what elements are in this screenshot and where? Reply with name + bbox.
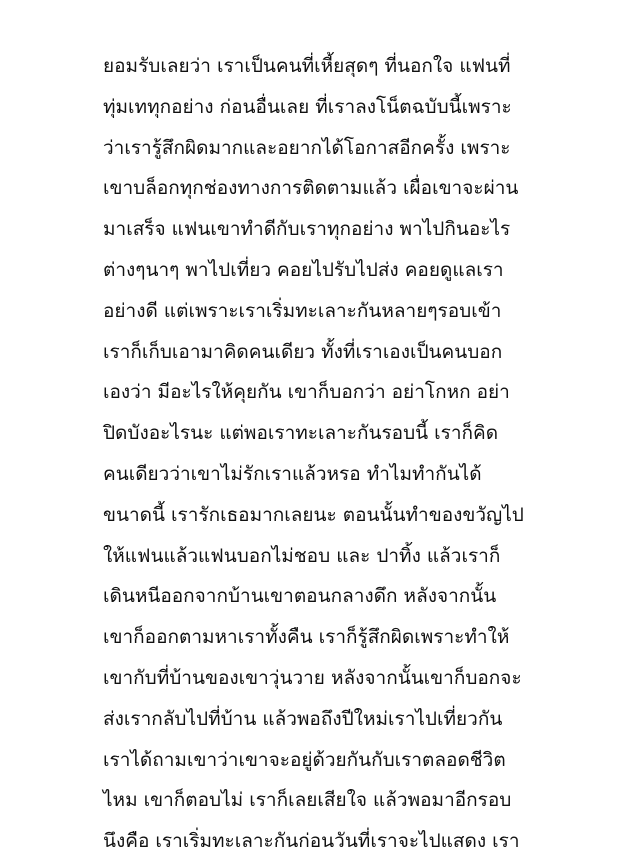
- text-line: เองว่า มีอะไรให้คุยกัน เขาก็บอกว่า อย่าโกหก อย่า: [103, 381, 510, 404]
- text-line: เขากับที่บ้านของเขาวุ่นวาย หลังจากนั้นเขาก็บอกจะ: [103, 666, 522, 689]
- text-line: ให้แฟนแล้วแฟนบอกไม่ชอบ และ ปาทิ้ง แล้วเราก็: [103, 544, 501, 567]
- text-line: เดินหนีออกจากบ้านเขาตอนกลางดึก หลังจากนั้น: [103, 585, 497, 608]
- text-line: ขนาดนี้ เรารักเธอมากเลยนะ ตอนนั้นทำของขวัญไป: [103, 503, 524, 526]
- note-text-block: [103, 46, 553, 862]
- text-line: เราได้ถามเขาว่าเขาจะอยู่ด้วยกันกับเราตลอดชีวิต: [103, 748, 506, 771]
- text-line: ปิดบังอะไรนะ แต่พอเราทะเลาะกันรอบนี้ เราก็คิด: [103, 422, 499, 445]
- text-line: ว่าเรารู้สึกผิดมากและอยากได้โอกาสอีกครั้ง เพราะ: [103, 136, 511, 159]
- text-line: เขาก็ออกตามหาเราทั้งคืน เราก็รู้สึกผิดเพราะทำให้: [103, 626, 510, 649]
- text-line: ต่างๆนาๆ พาไปเที่ยว คอยไปรับไปส่ง คอยดูแลเรา: [103, 258, 504, 281]
- text-line: เราก็เก็บเอามาคิดคนเดียว ทั้งที่เราเองเป็นคนบอก: [103, 340, 503, 363]
- text-line: ไหม เขาก็ตอบไม่ เราก็เลยเสียใจ แล้วพอมาอีกรอบ: [103, 789, 512, 812]
- text-line: คนเดียวว่าเขาไม่รักเราแล้วหรอ ทำไมทำกันได้: [103, 462, 482, 485]
- text-line: อย่างดี แต่เพราะเราเริ่มทะเลาะกันหลายๆรอบเข้า: [103, 299, 502, 322]
- text-line: ยอมรับเลยว่า เราเป็นคนที่เหี้ยสุดๆ ที่นอกใจ แฟนที่: [103, 55, 511, 77]
- text-line: เขาบล็อกทุกช่องทางการติดตามแล้ว เผื่อเขาจะผ่าน: [103, 177, 519, 200]
- text-line: ทุ่มเททุกอย่าง ก่อนอื่นเลย ที่เราลงโน็ตฉบับนี้เพราะ: [103, 95, 512, 118]
- text-line: มาเสร็จ แฟนเขาทำดีกับเราทุกอย่าง พาไปกินอะไร: [103, 218, 511, 241]
- text-line: นึงคือ เราเริ่มทะเลาะกันก่อนวันที่เราจะไปแสดง เรา: [103, 830, 520, 853]
- text-line: ส่งเรากลับไปที่บ้าน แล้วพอถึงปีใหม่เราไปเที่ยวกัน: [103, 707, 503, 730]
